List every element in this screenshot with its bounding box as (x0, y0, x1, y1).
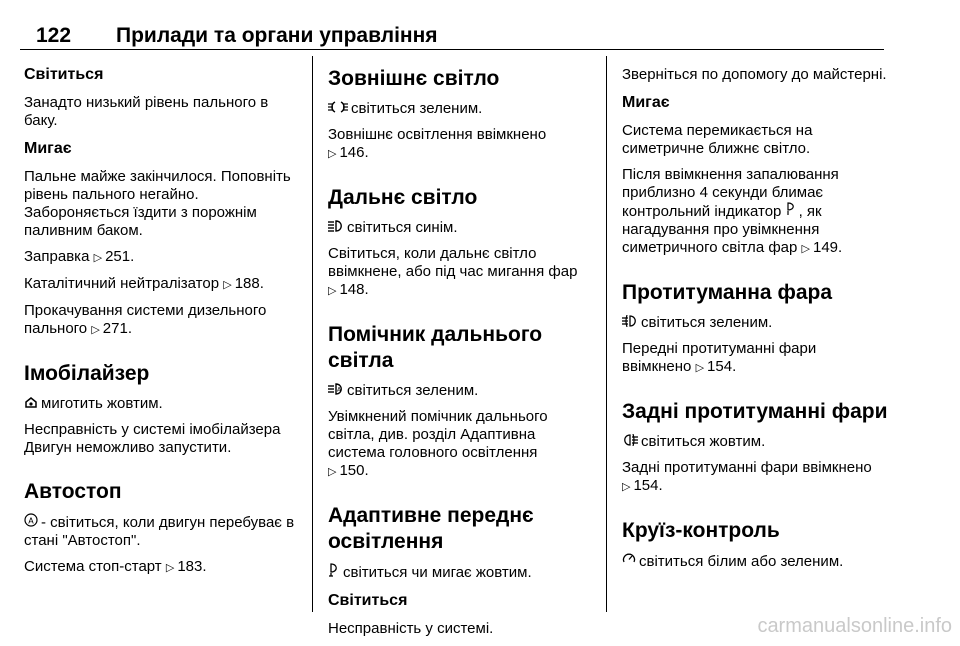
paragraph: Світиться, коли дальнє світло ввімкнене, або під час мигання фар ▷ 148. (328, 245, 596, 300)
paragraph: A - світиться, коли двигун перебуває в стані "Автостоп". (24, 514, 295, 549)
page-header (0, 0, 960, 50)
column-divider (312, 56, 313, 612)
subheading: Мигає (24, 140, 72, 157)
high-beam-icon (328, 220, 344, 232)
subheading: Світиться (328, 592, 408, 609)
autostop-icon (24, 513, 38, 527)
svg-text:A: A (28, 516, 34, 526)
rear-fog-icon (622, 434, 638, 446)
immobilizer-icon (24, 396, 38, 408)
paragraph: Система перемикається на симетричне ближнє світло. (622, 122, 813, 157)
section-heading: Дальнє світло (328, 186, 478, 209)
page-reference[interactable]: ▷ 188. (223, 275, 264, 292)
section-heading: Зовнішнє світло (328, 67, 500, 90)
paragraph: Каталітичний нейтралізатор ▷ 188. (24, 275, 304, 294)
paragraph: Передні протитуманні фари ввімкнено ▷ 154. (622, 340, 888, 377)
afl-icon (786, 202, 796, 216)
paragraph: Занадто низький рівень пального в баку. (24, 94, 269, 129)
paragraph: Заправка ▷ 251. (24, 248, 304, 267)
section-heading: Автостоп (24, 480, 122, 503)
paragraph: Задні протитуманні фари ввімкнено ▷ 154. (622, 459, 888, 496)
page-title: Прилади та органи управління (116, 24, 438, 47)
page-reference[interactable]: ▷ 146. (328, 144, 369, 161)
high-beam-assist-icon (328, 383, 344, 395)
afl-icon (328, 563, 340, 577)
page-reference[interactable]: ▷ 149. (802, 239, 843, 256)
paragraph: світиться зеленим. (328, 100, 596, 118)
page-reference[interactable]: ▷ 183. (166, 558, 207, 575)
subheading: Мигає (622, 94, 670, 111)
page-number: 122 (36, 24, 72, 47)
paragraph: Пальне майже закінчилося. Поповніть рівень пального негайно. Забороняється їздити з порожнім паливним баком. (24, 168, 291, 239)
page-reference[interactable]: ▷ 148. (328, 281, 369, 298)
paragraph: Зовнішнє освітлення ввімкнено ▷ 146. (328, 126, 596, 163)
page-reference[interactable]: ▷ 154. (622, 477, 663, 494)
section-heading: Круїз-контроль (622, 519, 780, 542)
paragraph: світиться чи мигає жовтим. (328, 563, 596, 582)
subheading: Світиться (24, 66, 104, 83)
exterior-light-icon (328, 101, 348, 113)
paragraph: світиться синім. (328, 219, 596, 237)
paragraph: Прокачування системи дизельного пального ▷ 271. (24, 302, 304, 339)
column-divider (606, 56, 607, 612)
paragraph: Зверніться по допомогу до майстерні. (622, 66, 887, 83)
section-heading: Протитуманна фара (622, 281, 833, 304)
paragraph: миготить жовтим. (24, 395, 304, 413)
paragraph: Увімкнений помічник дальнього світла, див. розділ Адаптивна система головного освітлення ▷ 150. (328, 408, 596, 481)
column-1 (24, 56, 304, 585)
paragraph: Після ввімкнення запалювання приблизно 4 секунди блимає контрольний індикатор , як нагадування про увімкнення симетричного світла фар ▷ 149. (622, 166, 888, 258)
section-heading: Імобілайзер (24, 362, 150, 385)
section-heading: Адаптивне переднє освітлення (328, 504, 534, 553)
paragraph: світиться жовтим. (622, 433, 888, 451)
cruise-control-icon (622, 552, 636, 566)
front-fog-icon (622, 315, 638, 327)
watermark: carmanualsonline.info (757, 615, 952, 637)
section-heading: Задні протитуманні фари (622, 400, 888, 423)
svg-text:A: A (336, 386, 342, 394)
page-reference[interactable]: ▷ 251. (94, 248, 135, 265)
page-reference[interactable]: ▷ 154. (696, 358, 737, 375)
paragraph: A світиться зеленим. (328, 382, 596, 400)
section-heading: Помічник дальнього світла (328, 323, 543, 372)
paragraph: Система стоп-старт ▷ 183. (24, 558, 304, 577)
paragraph: світиться білим або зеленим. (622, 552, 888, 571)
page-reference[interactable]: ▷ 271. (91, 320, 132, 337)
column-2 (328, 56, 596, 646)
paragraph: світиться зеленим. (622, 314, 888, 332)
column-3 (622, 56, 888, 579)
paragraph: Несправність у системі імобілайзера Двигун неможливо запустити. (24, 421, 281, 456)
page-reference[interactable]: ▷ 150. (328, 462, 369, 479)
paragraph: Несправність у системі. (328, 620, 494, 637)
header-rule (20, 49, 884, 50)
